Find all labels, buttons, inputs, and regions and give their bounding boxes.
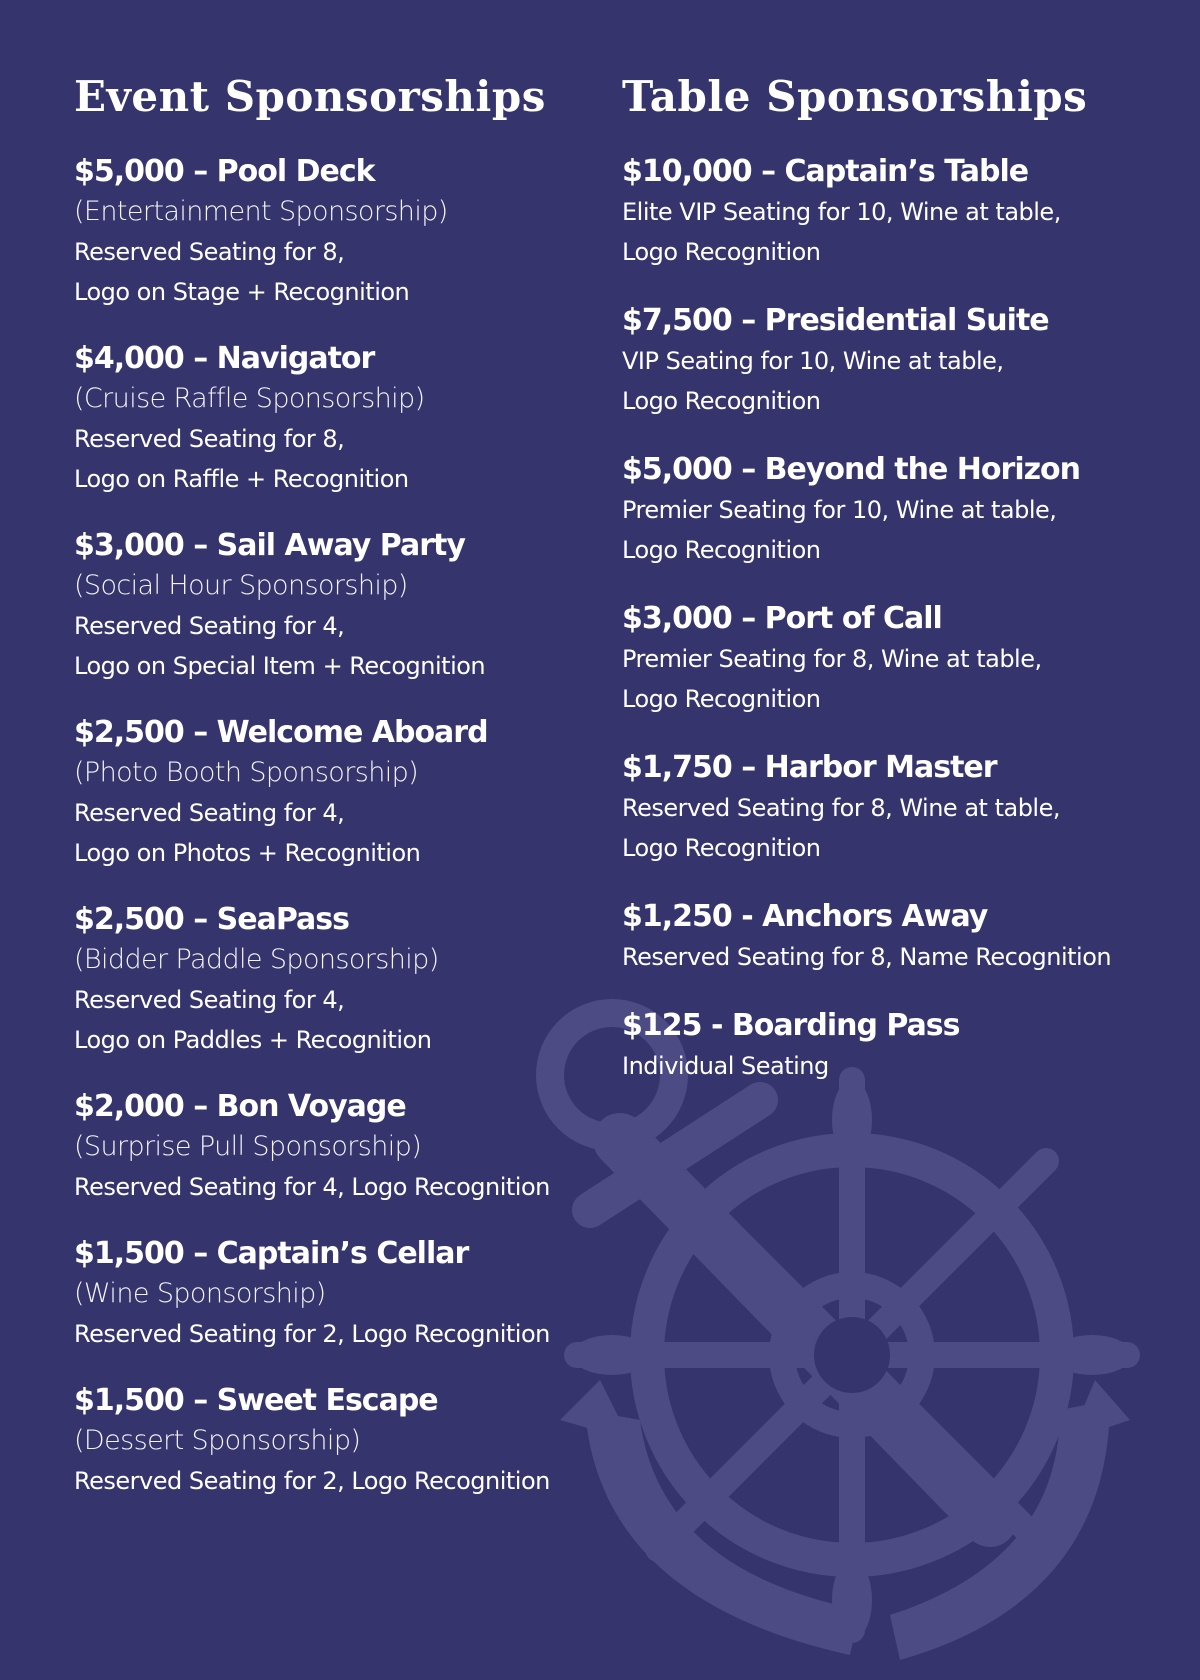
event-item-detail: Reserved Seating for 2, Logo Recognition — [74, 1467, 550, 1496]
event-item-subtitle: (Surprise Pull Sponsorship) — [74, 1131, 422, 1163]
table-item — [622, 450, 1182, 570]
table-item-title: $125 - Boarding Pass — [622, 1008, 960, 1044]
table-item — [622, 152, 1182, 272]
event-sponsorships-column — [74, 72, 594, 1528]
event-item-detail: Reserved Seating for 8, — [74, 425, 345, 454]
table-item-title: $1,250 - Anchors Away — [622, 899, 988, 935]
table-item-detail: Individual Seating — [622, 1052, 829, 1081]
table-item-detail: VIP Seating for 10, Wine at table, — [622, 347, 1004, 376]
event-item-title: $2,500 – SeaPass — [74, 902, 349, 938]
event-item-subtitle: (Bidder Paddle Sponsorship) — [74, 944, 439, 976]
event-item-detail: Reserved Seating for 4, — [74, 986, 345, 1015]
table-item-detail: Elite VIP Seating for 10, Wine at table, — [622, 198, 1061, 227]
event-item-detail: Logo on Special Item + Recognition — [74, 652, 486, 681]
table-item-detail: Logo Recognition — [622, 685, 821, 714]
event-item — [74, 1234, 594, 1354]
event-item-subtitle: (Cruise Raffle Sponsorship) — [74, 383, 425, 415]
table-item-title: $7,500 – Presidential Suite — [622, 303, 1049, 339]
event-item — [74, 900, 594, 1060]
event-item-title: $2,000 – Bon Voyage — [74, 1089, 406, 1125]
event-item-detail: Reserved Seating for 8, — [74, 238, 345, 267]
table-item-detail: Reserved Seating for 8, Wine at table, — [622, 794, 1060, 823]
event-item-title: $4,000 – Navigator — [74, 341, 375, 377]
event-sponsorships-heading: Event Sponsorships — [74, 72, 546, 121]
event-item-subtitle: (Social Hour Sponsorship) — [74, 570, 408, 602]
table-item-detail: Logo Recognition — [622, 536, 821, 565]
event-item — [74, 713, 594, 873]
event-item — [74, 1381, 594, 1501]
table-item-detail: Logo Recognition — [622, 834, 821, 863]
event-item-detail: Reserved Seating for 2, Logo Recognition — [74, 1320, 550, 1349]
event-item-detail: Logo on Paddles + Recognition — [74, 1026, 432, 1055]
event-item-title: $5,000 – Pool Deck — [74, 154, 375, 190]
table-item-title: $10,000 – Captain’s Table — [622, 154, 1029, 190]
event-item — [74, 526, 594, 686]
table-item-title: $5,000 – Beyond the Horizon — [622, 452, 1081, 488]
table-item — [622, 748, 1182, 868]
event-item-subtitle: (Dessert Sponsorship) — [74, 1425, 361, 1457]
table-item-detail: Premier Seating for 10, Wine at table, — [622, 496, 1057, 525]
table-item — [622, 301, 1182, 421]
event-item-detail: Logo on Raffle + Recognition — [74, 465, 409, 494]
event-item-detail: Logo on Stage + Recognition — [74, 278, 410, 307]
table-item-detail: Logo Recognition — [622, 238, 821, 267]
table-item-detail: Logo Recognition — [622, 387, 821, 416]
event-item — [74, 1087, 594, 1207]
table-item-title: $3,000 – Port of Call — [622, 601, 942, 637]
event-item-title: $1,500 – Sweet Escape — [74, 1383, 438, 1419]
event-item-detail: Reserved Seating for 4, Logo Recognition — [74, 1173, 550, 1202]
event-item — [74, 152, 594, 312]
table-sponsorships-column — [622, 72, 1182, 1115]
table-item — [622, 897, 1182, 977]
table-sponsorships-heading: Table Sponsorships — [622, 72, 1088, 121]
event-item-detail: Reserved Seating for 4, — [74, 612, 345, 641]
table-item — [622, 599, 1182, 719]
event-item-detail: Logo on Photos + Recognition — [74, 839, 421, 868]
event-item-title: $2,500 – Welcome Aboard — [74, 715, 488, 751]
event-item-subtitle: (Wine Sponsorship) — [74, 1278, 326, 1310]
event-item-subtitle: (Entertainment Sponsorship) — [74, 196, 448, 228]
table-item-detail: Reserved Seating for 8, Name Recognition — [622, 943, 1112, 972]
event-item — [74, 339, 594, 499]
table-item — [622, 1006, 1182, 1086]
event-item-subtitle: (Photo Booth Sponsorship) — [74, 757, 419, 789]
event-item-title: $1,500 – Captain’s Cellar — [74, 1236, 469, 1272]
event-item-title: $3,000 – Sail Away Party — [74, 528, 465, 564]
table-item-title: $1,750 – Harbor Master — [622, 750, 997, 786]
table-item-detail: Premier Seating for 8, Wine at table, — [622, 645, 1042, 674]
event-item-detail: Reserved Seating for 4, — [74, 799, 345, 828]
